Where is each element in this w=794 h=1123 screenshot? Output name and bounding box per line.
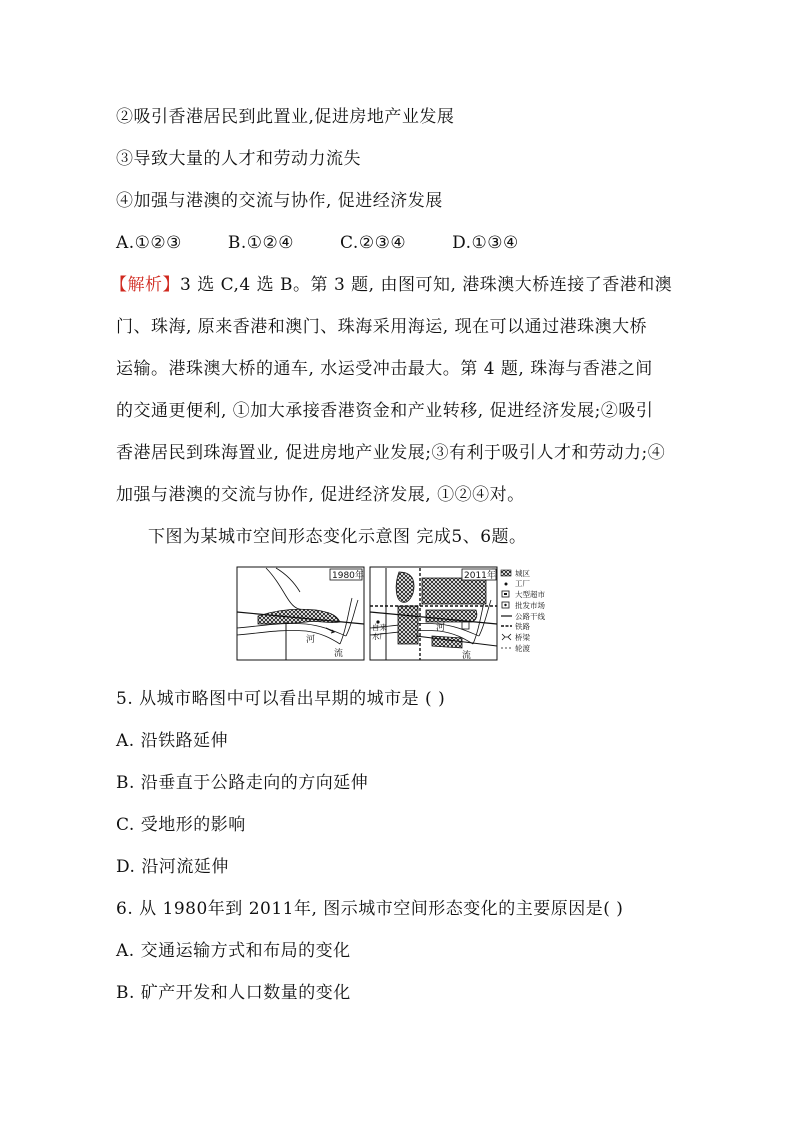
legend-supermarket: 大型超市 [515, 590, 545, 599]
intro-text: 下图为某城市空间形态变化示意图 完成5、6题。 [148, 527, 527, 547]
map-1980-year: 1980年 [332, 571, 364, 581]
q4-item-4: ④加强与港澳的交流与协作, 促进经济发展 [116, 191, 443, 211]
q5-option-b: B. 沿垂直于公路走向的方向延伸 [116, 773, 369, 793]
legend-bridge: 桥梁 [515, 633, 530, 642]
legend-factory: 工厂 [515, 579, 530, 588]
map-1980-river-label-1: 河 [306, 635, 316, 645]
q5-stem: 5. 从城市略图中可以看出早期的城市是 ( ) [116, 689, 446, 709]
q4-option-b: B.①②④ [227, 233, 295, 253]
q4-option-a: A.①②③ [116, 233, 182, 253]
analysis-text-1: 3 选 C,4 选 B。第 3 题, 由图可知, 港珠澳大桥连接了香港和澳 [180, 275, 673, 295]
city-map-figure [236, 566, 558, 662]
analysis-line-4: 的交通更便利, ①加大承接香港资金和产业转移, 促进经济发展;②吸引 [116, 401, 654, 421]
q6-stem: 6. 从 1980年到 2011年, 图示城市空间形态变化的主要原因是( ) [116, 899, 624, 919]
q6-option-a: A. 交通运输方式和布局的变化 [116, 941, 351, 961]
analysis-line-5: 香港居民到珠海置业, 促进房地产业发展;③有利于吸引人才和劳动力;④ [116, 443, 666, 463]
map-2011-year: 2011年 [464, 571, 496, 581]
waterworks-label-1: 自来 [372, 623, 387, 632]
legend-railway: 铁路 [515, 622, 530, 631]
analysis-line-2: 门、珠海, 原来香港和澳门、珠海采用海运, 现在可以通过港珠澳大桥 [116, 317, 648, 337]
q4-option-d: D.①③④ [452, 233, 519, 253]
legend-highway: 公路干线 [515, 612, 545, 621]
map-1980 [237, 567, 364, 660]
q6-option-b: B. 矿产开发和人口数量的变化 [116, 983, 351, 1003]
analysis-tag: 【解析】 [110, 275, 180, 295]
analysis-line-6: 加强与港澳的交流与协作, 促进经济发展, ①②④对。 [116, 485, 525, 505]
legend-city-area: 城区 [515, 569, 530, 578]
analysis-line-1 [110, 274, 672, 296]
q4-option-c: C.②③④ [340, 233, 407, 253]
legend-wholesale-market: 批发市场 [515, 601, 545, 610]
legend-ferry: 轮渡 [515, 644, 530, 653]
map-legend [501, 568, 545, 653]
q5-option-a: A. 沿铁路延伸 [116, 731, 229, 751]
q5-option-c: C. 受地形的影响 [116, 815, 246, 835]
analysis-line-3: 运输。港珠澳大桥的通车, 水运受冲击最大。第 4 题, 珠海与香港之间 [116, 359, 653, 379]
map-2011 [370, 567, 497, 661]
map-1980-river-label-2: 流 [334, 649, 344, 659]
q4-options [116, 232, 565, 254]
q5-option-d: D. 沿河流延伸 [116, 857, 229, 877]
map-2011-river-label-2: 流 [462, 651, 472, 661]
map-2011-river-label-1: 河 [436, 623, 446, 633]
q4-item-2: ②吸引香港居民到此置业,促进房地产业发展 [116, 107, 455, 127]
waterworks-label-2: 水厂 [372, 632, 387, 641]
q4-item-3: ③导致大量的人才和劳动力流失 [116, 149, 361, 169]
